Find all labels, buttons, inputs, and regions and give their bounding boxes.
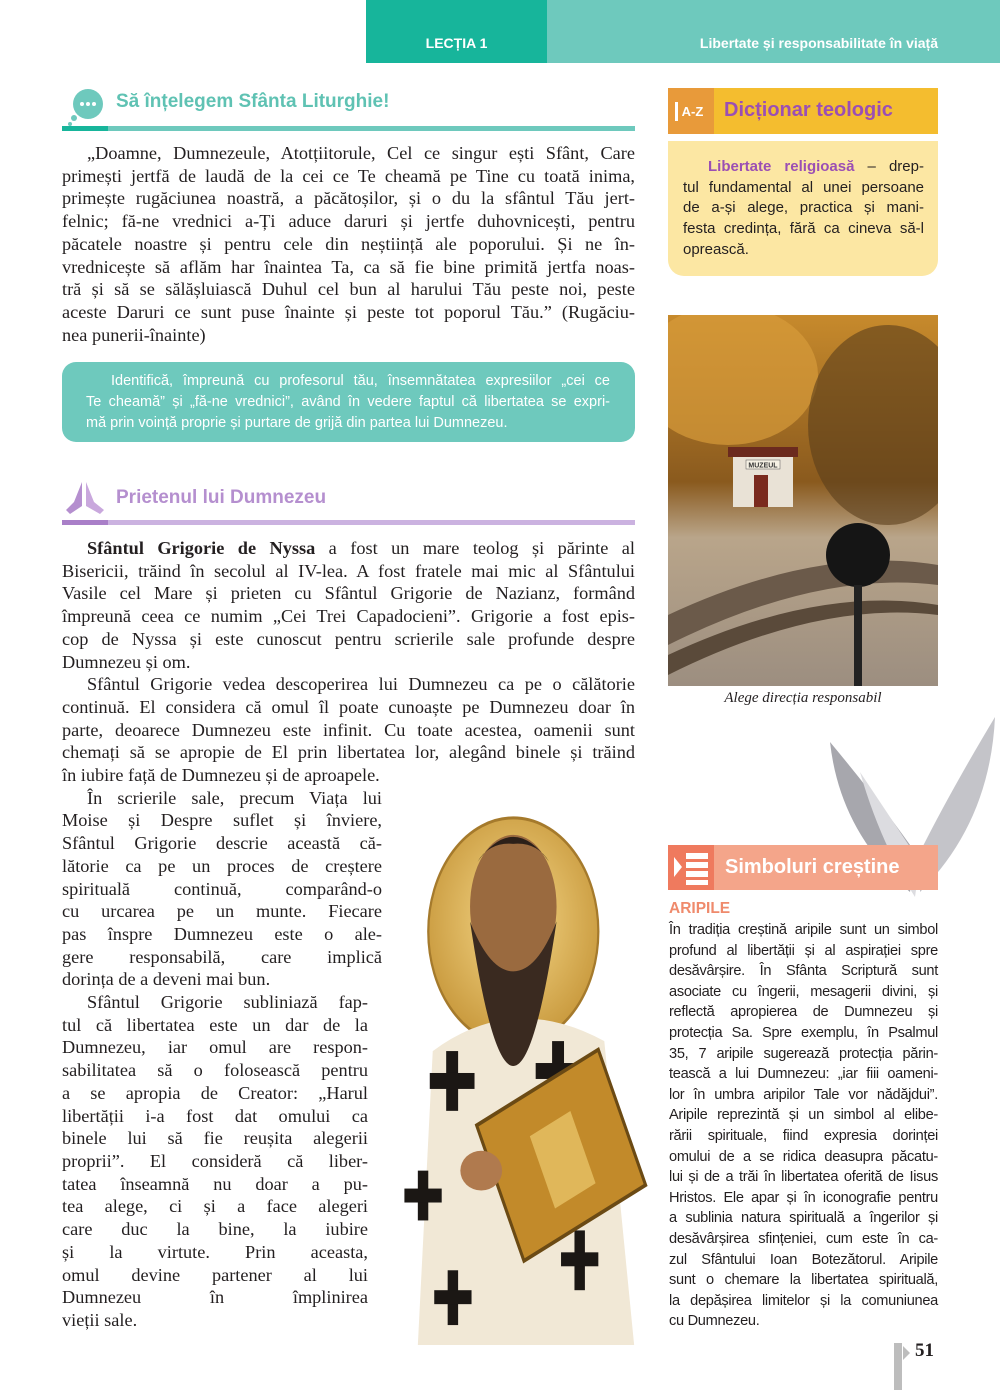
text-line: Moise și Despre suflet și înviere, <box>62 810 382 831</box>
text-line: tatea înseamnă nu doar a pu- <box>62 1173 368 1194</box>
text-line: continuă. El considera că omul îl poate cunoaște pe Dumnezeu doar în <box>62 696 635 717</box>
text-line: 35, 7 aripile sugerează protecția părin- <box>669 1045 938 1062</box>
text-line: dorința de a deveni mai bun. <box>62 969 271 990</box>
saint-name: Sfântul Grigorie de Nyssa <box>87 538 316 558</box>
text-line: pas înspre Dumnezeu este o ale- <box>62 923 382 944</box>
text-run: – drep- <box>854 158 924 175</box>
text-line <box>683 157 924 178</box>
text-line: parte, deoarece Dumnezeu este infinit. Cu toate acestea, oamenii sunt <box>62 719 635 740</box>
text-line: cu Dumnezeu. <box>669 1313 760 1330</box>
text-line: tul că libertatea este un dar de la <box>62 1014 368 1035</box>
text-line: profund al libertății și al aspirației spre <box>669 942 938 959</box>
text-line: primește rugăciunea noastră, a păcătoșilor, și o du la sfântul Tău jert- <box>62 188 635 209</box>
text-line: tră și să se sălășluiască Duhul cel bun al harului Tău peste noi, peste <box>62 279 635 300</box>
text-line: cop de Nyssa și este cunoscut pentru scrierile sale profunde despre <box>62 628 635 649</box>
symbols-title: Simboluri creștine <box>725 856 900 878</box>
text-line: binele lui să fie reușita alegerii <box>62 1128 368 1149</box>
page-number: 51 <box>915 1340 934 1361</box>
photo-caption: Alege direcția responsabil <box>724 690 882 706</box>
lesson-label: LECȚIA 1 <box>366 0 547 63</box>
text-line: asociate cu îngerii, mesagerii divini, și <box>669 983 938 1000</box>
list-icon <box>668 845 714 890</box>
a-z-icon <box>668 88 714 134</box>
text-line: spirituală continuă, comparând-o <box>62 878 382 899</box>
speech-bubble-icon <box>66 86 106 126</box>
text-line: libertății i-a fost dat omului ca <box>62 1105 368 1126</box>
text-line: care duc la bine, la iubire <box>62 1219 368 1240</box>
symbols-header <box>668 845 938 890</box>
text-line: Sfântul Grigorie descrie această că- <box>62 833 382 854</box>
text-line: lor în umbra aripilor Tale vor nădăjdui”. <box>669 1086 938 1103</box>
text-line: împreună ceea ce numim „Cei Trei Capadocieni”. Grigorie a fost epis- <box>62 606 635 627</box>
text-line: festa credința, fără ca cineva să-l <box>683 220 924 238</box>
task-box <box>62 362 635 442</box>
friend-section-title: Prietenul lui Dumnezeu <box>116 487 327 508</box>
text-line: rării spirituale, fiind expresia dorinței <box>669 1127 938 1144</box>
text-line: omul devine partener al lui <box>62 1264 368 1285</box>
lesson-title: Libertate și responsabilitate în viață <box>547 0 1000 63</box>
text-line: Identifică, împreună cu profesorul tău, însemnătatea expresiilor „cei ce <box>111 373 610 389</box>
liturgy-prayer-text <box>62 142 635 346</box>
text-line: Dumnezeu, iar omul are respon- <box>62 1037 368 1058</box>
text-line: „Doamne, Dumnezeule, Atotțiitorule, Cel ce singur ești Sfânt, Care <box>87 143 635 163</box>
text-line: tea alege, ci și a face alegeri <box>62 1196 368 1217</box>
task-text <box>86 371 610 434</box>
text-line: Bisericii, trăind în secolul al IV-lea. A fost fratele mai mic al Sfântului <box>62 560 635 581</box>
text-line: a sublinia natura spirituală a îngerilor și <box>669 1210 938 1227</box>
text-line: păcatele noastre și pentru cele din neștiință ale poporului. Și ne în- <box>62 233 635 254</box>
text-line: felnic; fă-ne vrednici a-Ți aduce daruri și jertfe duhovnicești, pentru <box>62 211 635 232</box>
text-line: Te cheamă” și „fă-ne vrednici”, având în vedere faptul că libertatea se expri- <box>86 394 610 410</box>
text-line: desăvârșire. În Sfânta Scriptură sunt <box>669 963 938 980</box>
text-line: sunt o chemare la libertatea spirituală, <box>669 1272 938 1289</box>
text-line: sabilitatea să o folosească pentru <box>62 1060 368 1081</box>
text-line: vrednicește să aflăm har înaintea Ta, ca să fie bine primită jertfa noas- <box>62 256 635 277</box>
station-sign-text: MUZEUL <box>748 462 778 470</box>
text-line: nea punerii-înainte) <box>62 324 206 345</box>
text-line: la depășirea limitelor și la comuniunea <box>669 1292 938 1309</box>
page-marker <box>894 1343 902 1390</box>
railway-station-photo <box>668 315 938 686</box>
liturgy-section-title: Să înțelegem Sfânta Liturghie! <box>116 91 390 112</box>
text-line: Dumnezeu și om. <box>62 651 191 672</box>
text-line: omului de a se ridica deasupra păcatu- <box>669 1148 938 1165</box>
text-line: gere responsabilă, care implică <box>62 946 382 967</box>
text-line: în iubire față de Dumnezeu și de aproapele. <box>62 765 380 786</box>
text-line: și la virtute. Prin aceasta, <box>62 1241 368 1262</box>
text-line: lui și de a trăi în libertatea oferită de Iisus <box>669 1169 938 1186</box>
text-line: lătorie ca pe un proces de creștere <box>62 855 382 876</box>
text-line: reflectă apropierea de Dumnezeu și <box>669 1004 938 1021</box>
text-line: chemați să se apropie de El prin libertatea lor, alegând binele și trăind <box>62 742 635 763</box>
text-line <box>62 537 635 560</box>
symbols-subtitle: ARIPILE <box>669 900 731 917</box>
text-line: Sfântul Grigorie vedea descoperirea lui Dumnezeu ca pe o călătorie <box>87 674 635 695</box>
text-line: desăvârșirea sfințeniei, cum este în ca- <box>669 1230 938 1247</box>
text-line: Sfântul Grigorie subliniază fap- <box>87 992 368 1013</box>
text-line: proprii”. El consideră că liber- <box>62 1150 368 1171</box>
text-line: zul Sfântului Ioan Botezătorul. Aripile <box>669 1251 938 1268</box>
section-divider <box>62 520 635 525</box>
text-line: aceste Daruri ce sunt puse înainte și peste tot poporul Tău.” (Rugăciu- <box>62 301 635 322</box>
saint-gregory-icon-image <box>388 792 658 1345</box>
page-arrow-icon <box>903 1346 910 1360</box>
text-line: oprească. <box>683 240 749 258</box>
section-divider <box>62 126 635 131</box>
text-run: a fost un mare teolog și părinte al <box>315 538 635 558</box>
text-line: În tradiția creștină aripile sunt un simbol <box>669 922 938 938</box>
text-line: Aripile reprezintă și un simbol al elibe- <box>669 1107 938 1124</box>
text-line: Dumnezeu în împlinirea <box>62 1287 368 1308</box>
text-line: În scrierile sale, precum Viața lui <box>87 787 382 808</box>
text-line: vieții sale. <box>62 1309 138 1330</box>
dictionary-header <box>668 88 938 134</box>
text-line: tească a lui Dumnezeu: „iar fiii oameni- <box>669 1066 938 1083</box>
text-line: primești jertfă de laudă de la cei ce Te cheamă pe Tine cu toată inima, <box>62 165 635 186</box>
text-line: Vasile cel Mare și prieten cu Sfântul Grigorie de Nazianz, formând <box>62 583 635 604</box>
dictionary-entry <box>668 141 938 276</box>
dictionary-term: Libertate religioasă <box>708 158 855 175</box>
text-line: protecția Sa. Spre exemplu, în Psalmul <box>669 1024 938 1041</box>
text-line: mă prin voință proprie și purtare de grijă din partea lui Dumnezeu. <box>86 415 508 431</box>
text-line: cu urcarea pe un munte. Fiecare <box>62 901 382 922</box>
text-line: de a-și alege, practica și mani- <box>683 199 924 217</box>
text-line: a se apropia de Creator: „Harul <box>62 1082 368 1103</box>
symbols-text <box>669 920 938 1332</box>
a-z-label: A-Z <box>675 102 708 121</box>
text-line: tul fundamental al unei persoane <box>683 178 924 196</box>
dictionary-title: Dicționar teologic <box>724 99 893 121</box>
praying-hands-icon <box>64 480 106 516</box>
text-line: Hristos. Ele apar și în iconografie pentru <box>669 1189 938 1206</box>
